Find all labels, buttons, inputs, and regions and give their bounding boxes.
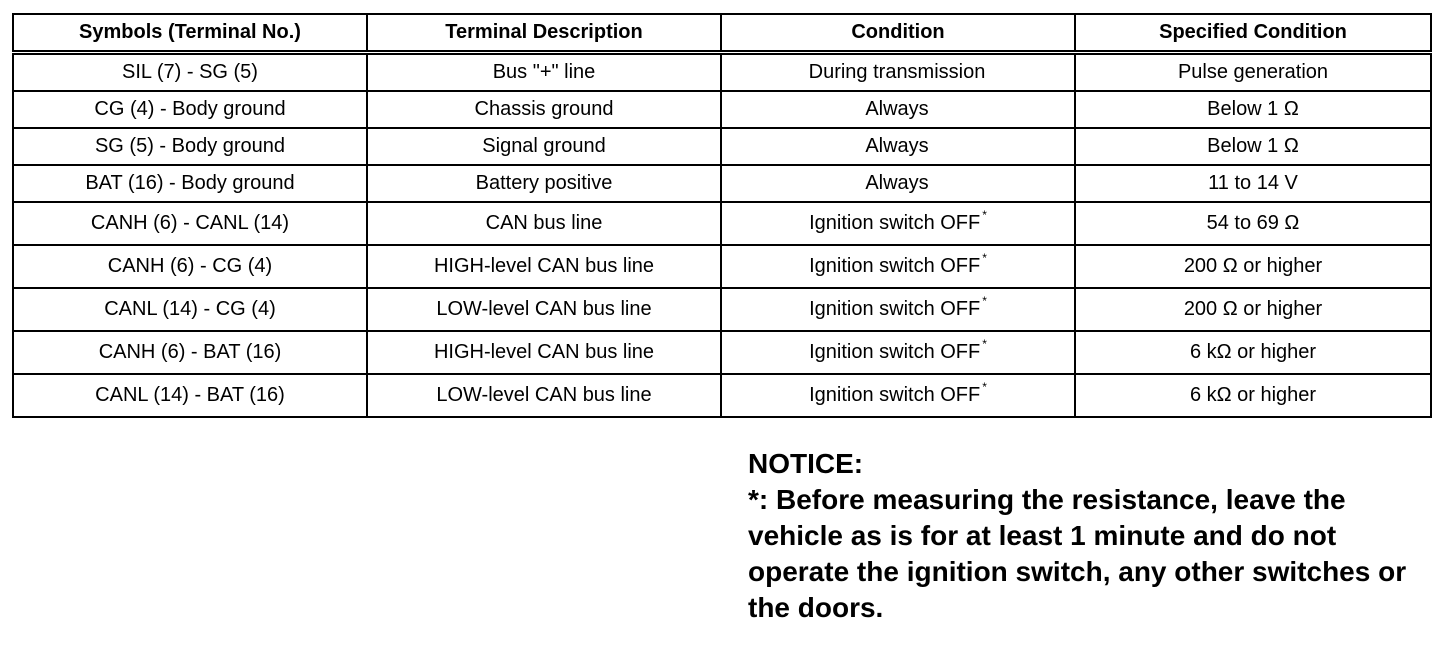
cell-description: Battery positive <box>367 165 721 202</box>
cell-symbol: CANL (14) - CG (4) <box>13 288 367 331</box>
cell-description: HIGH-level CAN bus line <box>367 245 721 288</box>
table-header-row <box>13 14 1431 53</box>
cell-specified: Below 1 Ω <box>1075 128 1431 165</box>
asterisk-note: * <box>982 337 987 351</box>
table-row <box>13 202 1431 245</box>
terminal-spec-table <box>12 13 1432 418</box>
table-row <box>13 245 1431 288</box>
table-row <box>13 165 1431 202</box>
notice-text: *: Before measuring the resistance, leave the vehicle as is for at least 1 minute and do not operate the ignition switch, any other switches or the doors. <box>748 484 1407 623</box>
header-terminal-description: Terminal Description <box>367 14 721 53</box>
table-row <box>13 128 1431 165</box>
cell-condition: Always <box>721 91 1075 128</box>
cell-specified: 200 Ω or higher <box>1075 245 1431 288</box>
cell-specified: 6 kΩ or higher <box>1075 374 1431 417</box>
cell-symbol: CANH (6) - CANL (14) <box>13 202 367 245</box>
table-row <box>13 53 1431 92</box>
cell-condition: Ignition switch OFF * <box>721 288 1075 331</box>
cell-condition: During transmission <box>721 53 1075 92</box>
header-symbols: Symbols (Terminal No.) <box>13 14 367 53</box>
asterisk-note: * <box>982 208 987 222</box>
asterisk-note: * <box>982 251 987 265</box>
cell-symbol: CANH (6) - BAT (16) <box>13 331 367 374</box>
asterisk-note: * <box>982 380 987 394</box>
cell-symbol: SIL (7) - SG (5) <box>13 53 367 92</box>
notice-block <box>748 446 1438 626</box>
table-row <box>13 288 1431 331</box>
table-row <box>13 331 1431 374</box>
cell-condition: Always <box>721 165 1075 202</box>
cell-symbol: CANH (6) - CG (4) <box>13 245 367 288</box>
cell-symbol: BAT (16) - Body ground <box>13 165 367 202</box>
cell-symbol: CG (4) - Body ground <box>13 91 367 128</box>
notice-title: NOTICE: <box>748 448 864 479</box>
cell-condition: Always <box>721 128 1075 165</box>
cell-description: Chassis ground <box>367 91 721 128</box>
cell-description: LOW-level CAN bus line <box>367 288 721 331</box>
cell-description: CAN bus line <box>367 202 721 245</box>
cell-specified: 54 to 69 Ω <box>1075 202 1431 245</box>
table-row <box>13 91 1431 128</box>
cell-specified: 11 to 14 V <box>1075 165 1431 202</box>
cell-condition: Ignition switch OFF * <box>721 331 1075 374</box>
cell-symbol: CANL (14) - BAT (16) <box>13 374 367 417</box>
asterisk-note: * <box>982 294 987 308</box>
cell-symbol: SG (5) - Body ground <box>13 128 367 165</box>
header-condition: Condition <box>721 14 1075 53</box>
cell-condition: Ignition switch OFF * <box>721 202 1075 245</box>
cell-specified: 6 kΩ or higher <box>1075 331 1431 374</box>
cell-specified: 200 Ω or higher <box>1075 288 1431 331</box>
cell-description: LOW-level CAN bus line <box>367 374 721 417</box>
header-specified-condition: Specified Condition <box>1075 14 1431 53</box>
cell-description: HIGH-level CAN bus line <box>367 331 721 374</box>
cell-description: Bus "+" line <box>367 53 721 92</box>
cell-specified: Pulse generation <box>1075 53 1431 92</box>
cell-condition: Ignition switch OFF * <box>721 245 1075 288</box>
cell-description: Signal ground <box>367 128 721 165</box>
cell-specified: Below 1 Ω <box>1075 91 1431 128</box>
cell-condition: Ignition switch OFF * <box>721 374 1075 417</box>
table-row <box>13 374 1431 417</box>
